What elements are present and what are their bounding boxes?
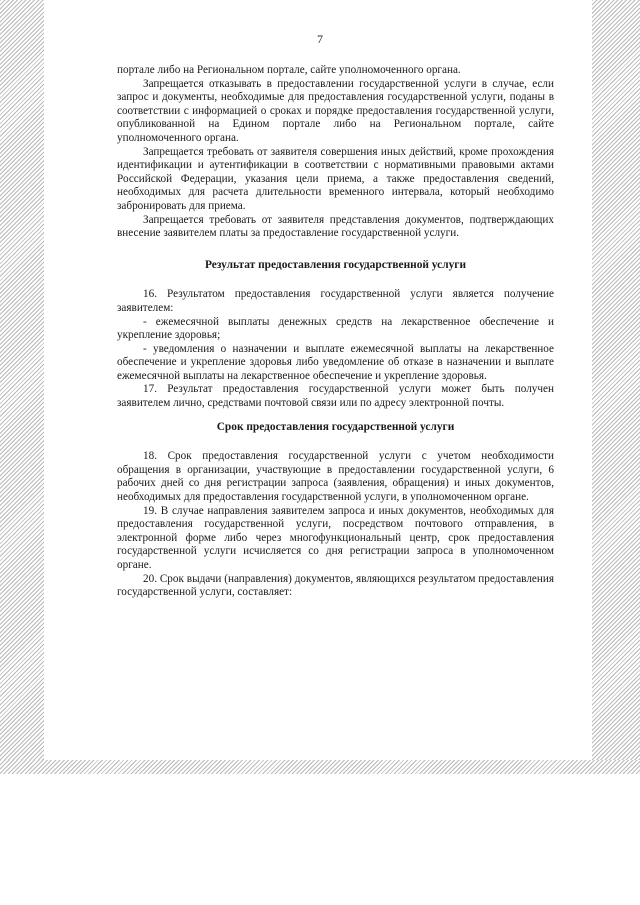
paragraph: 20. Срок выдачи (направления) документов, являющихся результатом предоставления государственной услуги, составляет: [117, 572, 554, 599]
section-heading-term: Срок предоставления государственной услуги [216, 420, 455, 433]
paragraph-continuation: порталe либо на Региональном портале, сайте уполномоченного органа. [117, 64, 461, 76]
scan-edge-left [0, 0, 44, 768]
paragraph: 19. В случае направления заявителем запроса и иных документов, необходимых для предоставления государственной услуги, посредством почтового отправления, в электронной форме либо через многофункциональный центр, срок предоставления государственной услуги исчисляется со дня регистрации запроса в уполномоченном органе. [117, 504, 554, 571]
paragraph: Запрещается отказывать в предоставлении государственной услуги в случае, если запрос и документы, необходимые для предоставления государственной услуги, поданы в соответствии с информацией о сроках и порядке предоставления государственной услуги, опубликованной на Едином портале либо на Региональном портале, сайте уполномоченного органа. [117, 77, 554, 144]
paragraph: Запрещается требовать от заявителя совершения иных действий, кроме прохождения идентификации и аутентификации в соответствии с нормативными правовыми актами Российской Федерации, указания цели приема, а также предоставления сведений, необходимых для расчета длительности временного интервала, который необходимо забронировать для приема. [117, 145, 554, 212]
list-item: - уведомления о назначении и выплате ежемесячной выплаты на лекарственное обеспечение и укрепление здоровья либо уведомление об отказе в назначении и выплате ежемесячной выплаты на лекарственное обеспечение и укрепление здоровья. [117, 342, 554, 382]
document-body [117, 64, 554, 600]
paragraph: 16. Результатом предоставления государственной услуги является получение заявителем: [117, 288, 554, 314]
scan-edge-right [592, 0, 640, 768]
paragraph: 18. Срок предоставления государственной услуги с учетом необходимости обращения в организации, участвующие в предоставлении государственной услуги, 6 рабочих дней со дня регистрации запроса (заявления, обращения) и иных документов, необходимых для предоставления государственной услуги, в уполномоченном органе. [117, 450, 554, 504]
paragraph: 17. Результат предоставления государственной услуги может быть получен заявителем лично, средствами почтовой связи или по адресу электронной почты. [117, 383, 554, 410]
page-number: 7 [317, 32, 323, 46]
section-heading-result: Результат предоставления государственной услуги [204, 258, 467, 271]
paragraph: Запрещается требовать от заявителя представления документов, подтверждающих внесение заявителем платы за предоставление государственной услуги. [117, 213, 554, 240]
list-item: - ежемесячной выплаты денежных средств на лекарственное обеспечение и укрепление здоровья; [117, 315, 554, 342]
scan-edge-bottom [0, 760, 640, 774]
